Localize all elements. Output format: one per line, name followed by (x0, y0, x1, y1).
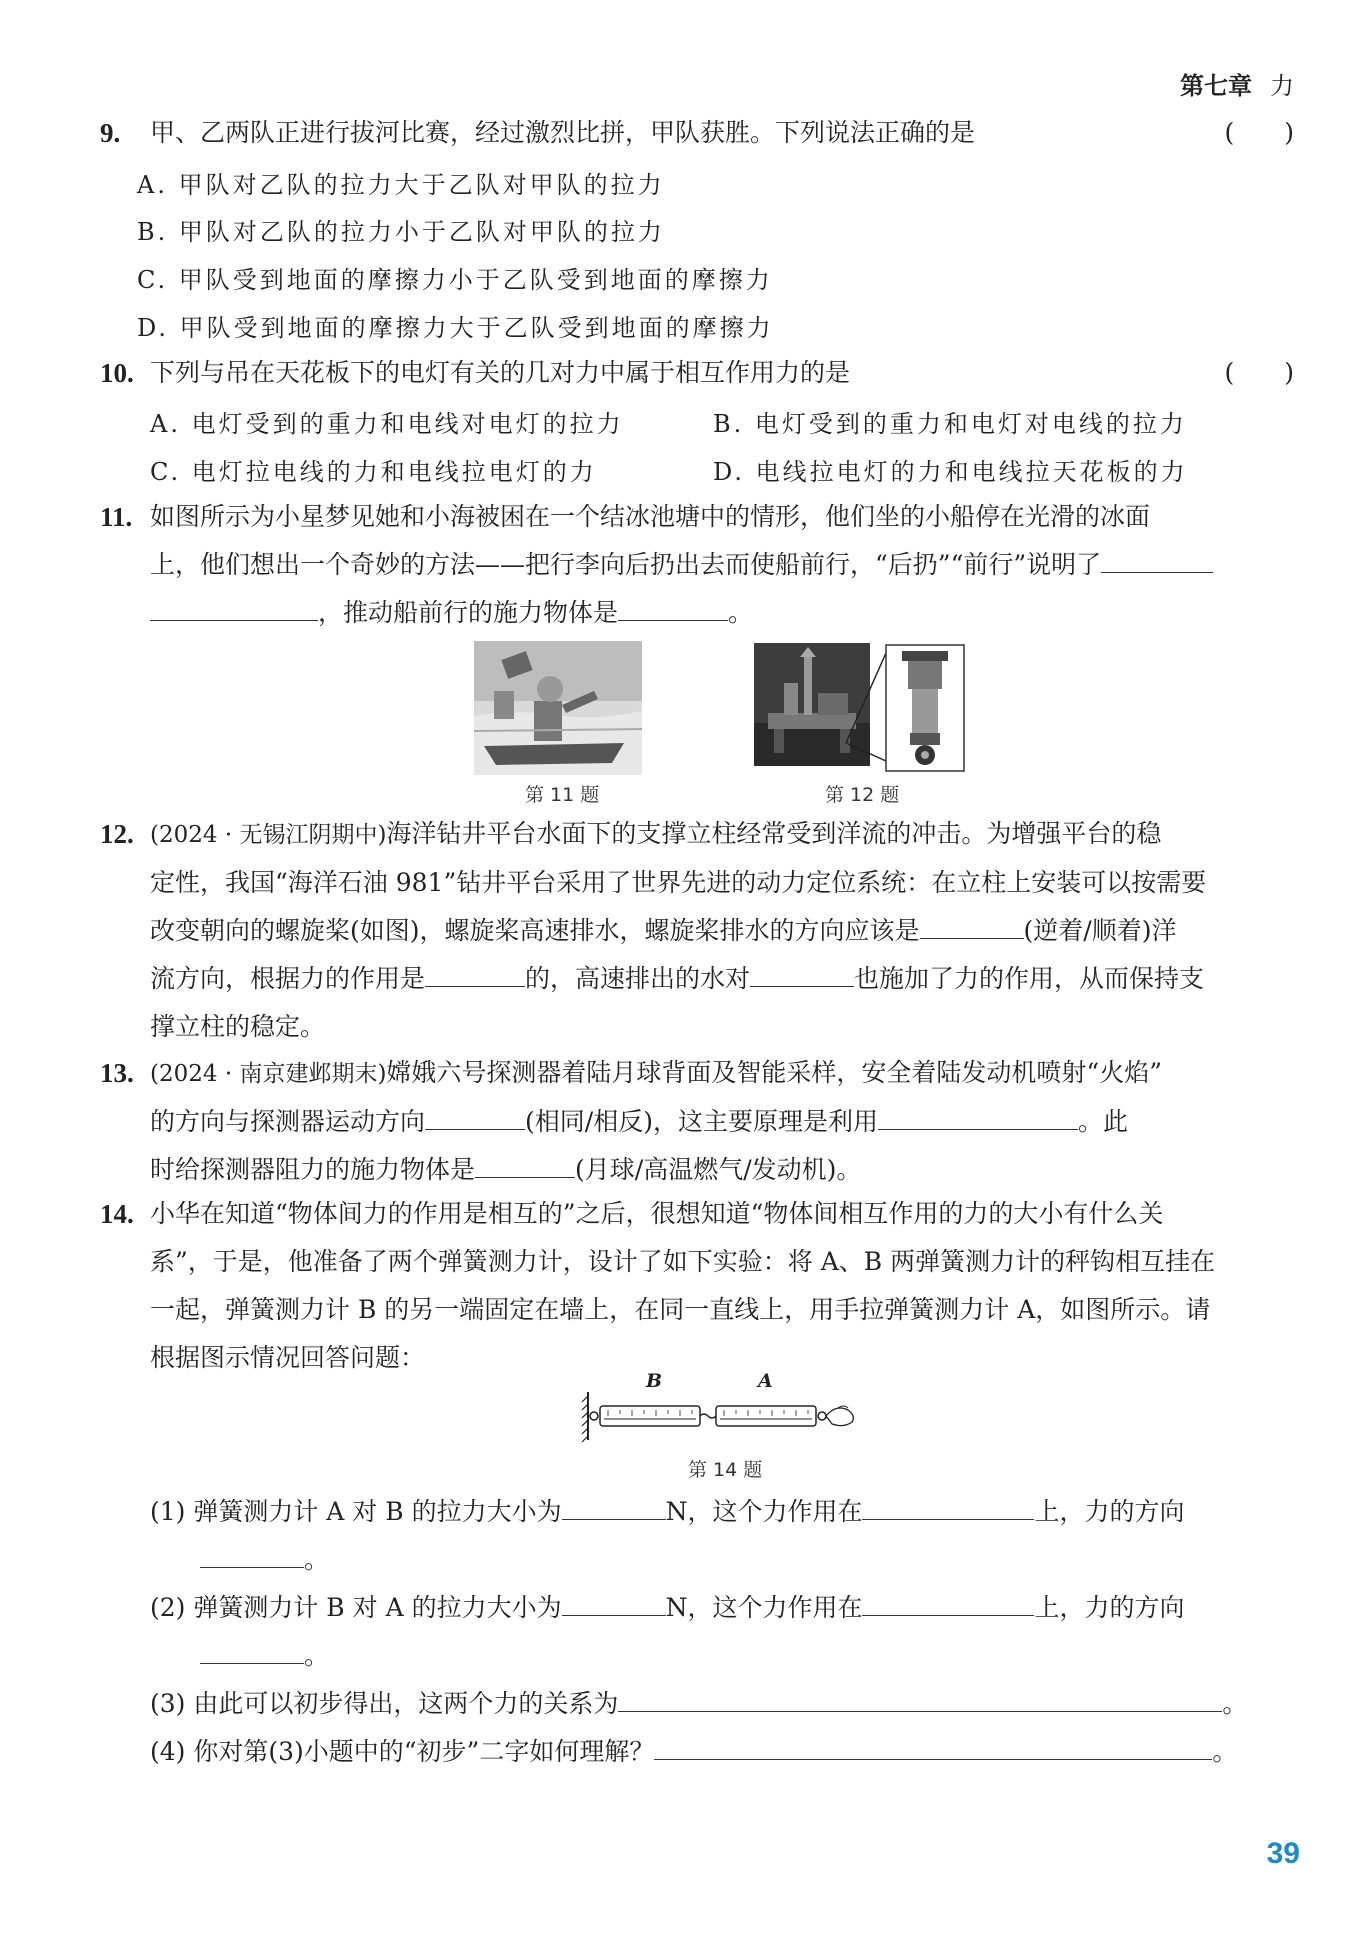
answer-bracket: ( ) (1224, 118, 1294, 147)
option-a: A. 电灯受到的重力和电线对电灯的拉力 (150, 410, 624, 438)
option-d: D. 甲队受到地面的摩擦力大于乙队受到地面的摩擦力 (137, 314, 774, 342)
answer-blank[interactable] (1101, 543, 1213, 573)
question-11 (100, 493, 1294, 637)
question-line-text: (月球/高温燃气/发动机)。 (575, 1155, 862, 1184)
question-line-text: 流方向，根据力的作用是 (150, 964, 426, 993)
answer-blank[interactable] (654, 1730, 1212, 1760)
question-line (150, 541, 1294, 589)
question-line-text: (2) 弹簧测力计 B 对 A 的拉力大小为 (150, 1593, 562, 1622)
option-a: A. 甲队对乙队的拉力大于乙队对甲队的拉力 (137, 171, 665, 199)
question-line (150, 1728, 1294, 1776)
punctuation: 。 (304, 1545, 330, 1574)
question-line (150, 1632, 1294, 1680)
question-line-text: ，推动船前行的施力物体是 (318, 598, 619, 627)
question-12 (100, 810, 1294, 1051)
punctuation: 。 (1212, 1737, 1238, 1766)
label-a: A (758, 1370, 773, 1392)
answer-blank[interactable] (878, 1100, 1078, 1130)
question-line (150, 1488, 1294, 1536)
question-line-text: 嫦娥六号探测器着陆月球背面及智能采样，安全着陆发动机喷射“火焰” (386, 1058, 1162, 1087)
question-number: 14. (100, 1199, 134, 1229)
question-line-text: (3) 由此可以初步得出，这两个力的关系为 (150, 1689, 619, 1718)
question-line (150, 589, 1294, 637)
question-number: 9. (100, 118, 121, 148)
question-source: (2024 · 南京建邺期末) (150, 1061, 387, 1087)
figure-11-boat-cartoon (474, 641, 642, 775)
question-line-text: 也施加了力的作用，从而保持支 (854, 964, 1205, 993)
question-line-text: 。此 (1077, 1107, 1128, 1136)
question-line-text: N，这个力作用在 (665, 1593, 863, 1622)
question-9 (100, 109, 1294, 157)
question-line-text: 时给探测器阻力的施力物体是 (150, 1155, 476, 1184)
answer-blank[interactable] (562, 1586, 666, 1616)
answer-blank[interactable] (618, 591, 728, 621)
chapter-title: 力 (1270, 72, 1294, 100)
question-10 (100, 349, 1294, 397)
label-b: B (646, 1370, 663, 1392)
question-14 (100, 1190, 1294, 1382)
question-line-text: 上，力的方向 (1034, 1593, 1185, 1622)
figure-14-caption: 第 14 题 (688, 1459, 763, 1481)
figure-11-caption: 第 11 题 (525, 784, 600, 806)
question-text: 甲、乙两队正进行拔河比赛，经过激烈比拼，甲队获胜。下列说法正确的是 (150, 118, 976, 147)
question-number: 13. (100, 1058, 134, 1088)
question-source: (2024 · 无锡江阴期中) (150, 822, 387, 848)
answer-blank[interactable] (200, 1634, 304, 1664)
punctuation: 。 (728, 598, 754, 627)
question-line-text: (逆着/顺着)洋 (1023, 916, 1177, 945)
answer-blank[interactable] (750, 957, 854, 987)
question-number: 12. (100, 819, 134, 849)
option-b: B. 甲队对乙队的拉力小于乙队对甲队的拉力 (137, 218, 665, 246)
option-b: B. 电灯受到的重力和电灯对电线的拉力 (713, 410, 1187, 438)
question-line (150, 1049, 1294, 1098)
option-d: D. 电线拉电灯的力和电线拉天花板的力 (713, 458, 1188, 486)
figure-12-caption: 第 12 题 (825, 784, 900, 806)
question-line: 定性，我国“海洋石油 981”钻井平台采用了世界先进的动力定位系统：在立柱上安装可以按需要 (150, 868, 1207, 897)
question-line-text: 海洋钻井平台水面下的支撑立柱经常受到洋流的冲击。为增强平台的稳 (386, 819, 1162, 848)
answer-blank[interactable] (200, 1538, 304, 1568)
answer-bracket: ( ) (1224, 358, 1294, 387)
question-line (150, 907, 1294, 955)
question-line-text: (4) 你对第(3)小题中的“初步”二字如何理解？ (150, 1737, 655, 1766)
answer-blank[interactable] (425, 957, 525, 987)
question-line (150, 955, 1294, 1003)
question-line (150, 1146, 1294, 1194)
question-14-part-2 (150, 1584, 1294, 1680)
question-line: 如图所示为小星梦见她和小海被困在一个结冰池塘中的情形，他们坐的小船停在光滑的冰面 (150, 502, 1151, 531)
question-line: 一起，弹簧测力计 B 的另一端固定在墙上，在同一直线上，用手拉弹簧测力计 A，如图所示。请 (150, 1295, 1211, 1324)
question-line (150, 1680, 1294, 1728)
page-number: 39 (1266, 1837, 1300, 1870)
answer-blank[interactable] (618, 1682, 1222, 1712)
question-line-text: 改变朝向的螺旋桨(如图)，螺旋桨高速排水，螺旋桨排水的方向应该是 (150, 916, 920, 945)
question-line-text: 的方向与探测器运动方向 (150, 1107, 426, 1136)
question-number: 11. (100, 502, 133, 532)
question-text: 下列与吊在天花板下的电灯有关的几对力中属于相互作用力的是 (150, 358, 851, 387)
question-line-text: 上，力的方向 (1034, 1497, 1185, 1526)
question-line: 系”，于是，他准备了两个弹簧测力计，设计了如下实验：将 A、B 两弹簧测力计的秤钩相互挂在 (150, 1247, 1216, 1276)
figure-14-spring-scales (580, 1386, 860, 1446)
option-c: C. 甲队受到地面的摩擦力小于乙队受到地面的摩擦力 (137, 266, 773, 294)
question-number: 10. (100, 358, 134, 388)
answer-blank[interactable] (862, 1586, 1034, 1616)
answer-blank[interactable] (920, 909, 1024, 939)
question-14-part-1 (150, 1488, 1294, 1584)
question-13 (100, 1049, 1294, 1194)
question-14-part-4 (150, 1728, 1294, 1776)
question-line-text: (1) 弹簧测力计 A 对 B 的拉力大小为 (150, 1497, 562, 1526)
question-line: 根据图示情况回答问题： (150, 1343, 426, 1372)
question-line: 小华在知道“物体间力的作用是相互的”之后，很想知道“物体间相互作用的力的大小有什么关 (150, 1199, 1164, 1228)
question-line: 撑立柱的稳定。 (150, 1012, 326, 1041)
question-line-text: 的，高速排出的水对 (525, 964, 751, 993)
question-line (150, 1098, 1294, 1146)
chapter-label: 第七章 (1180, 72, 1252, 100)
answer-blank[interactable] (862, 1490, 1034, 1520)
question-line-text: N，这个力作用在 (665, 1497, 863, 1526)
question-line-text: (相同/相反)，这主要原理是利用 (525, 1107, 878, 1136)
question-line (150, 1584, 1294, 1632)
option-c: C. 电灯拉电线的力和电线拉电灯的力 (150, 458, 597, 486)
answer-blank[interactable] (475, 1148, 575, 1178)
question-line (150, 1536, 1294, 1584)
answer-blank[interactable] (150, 591, 318, 621)
answer-blank[interactable] (562, 1490, 666, 1520)
question-line (150, 810, 1294, 859)
answer-blank[interactable] (425, 1100, 525, 1130)
punctuation: 。 (304, 1641, 330, 1670)
chapter-header (1180, 66, 1294, 101)
punctuation: 。 (1222, 1689, 1248, 1718)
question-line-text: 上，他们想出一个奇妙的方法——把行李向后扔出去而使船前行，“后扔”“前行”说明了 (150, 550, 1102, 579)
question-14-part-3 (150, 1680, 1294, 1728)
figure-12-drilling-platform (754, 643, 966, 775)
